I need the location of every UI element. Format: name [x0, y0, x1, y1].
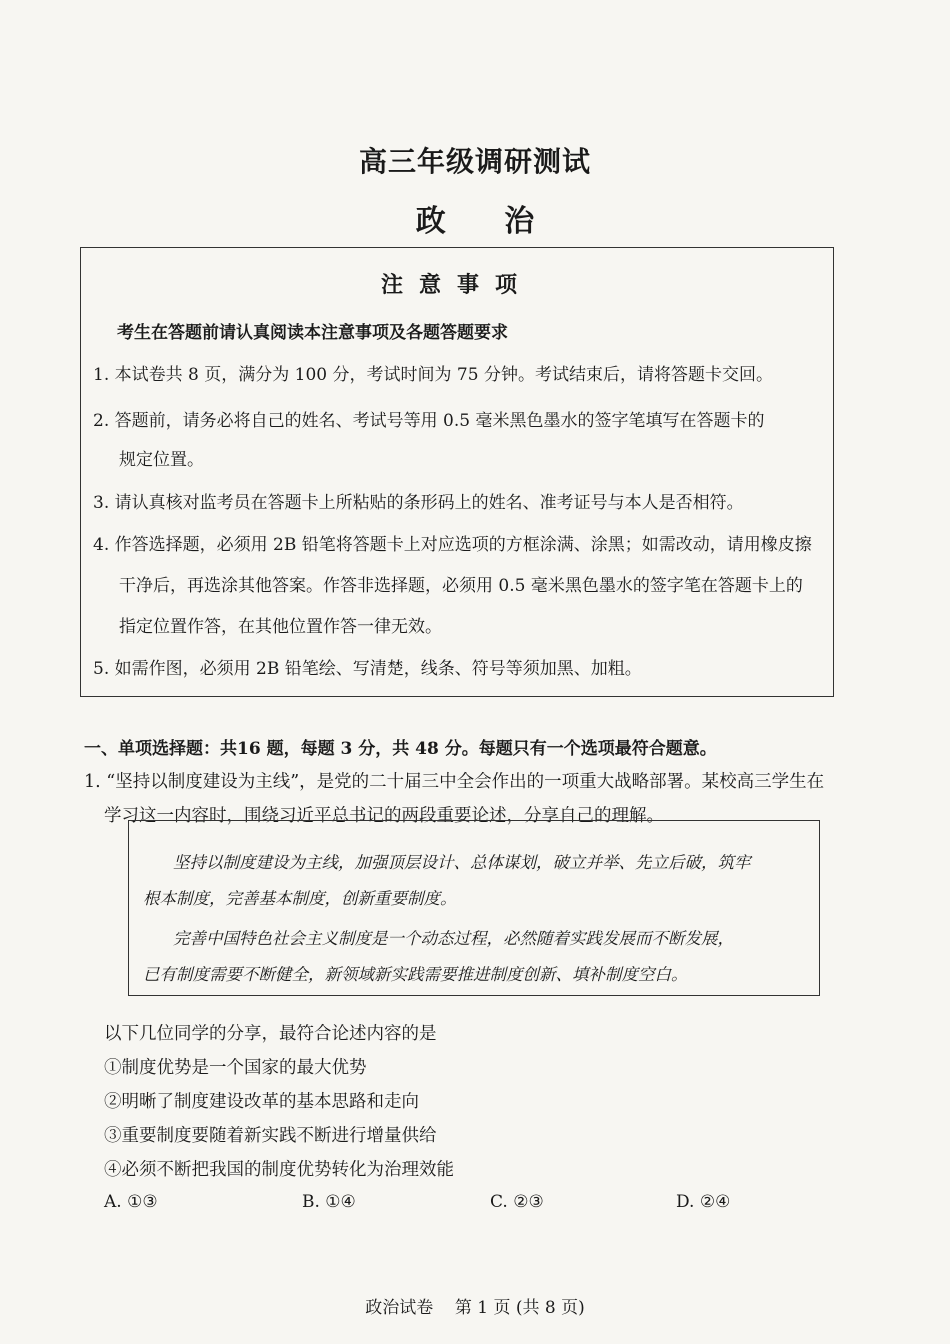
section-heading: 一、单项选择题：共16 题，每题 3 分，共 48 分。每题只有一个选项最符合题意。: [84, 739, 717, 759]
option-a: A. ①③: [104, 1192, 158, 1212]
notice-item: 1. 本试卷共 8 页，满分为 100 分，考试时间为 75 分钟。考试结束后，请将答题卡交回。: [93, 365, 773, 385]
option-d: D. ②④: [676, 1192, 731, 1212]
question-prompt: 以下几位同学的分享，最符合论述内容的是: [104, 1024, 437, 1044]
notice-item: 5. 如需作图，必须用 2B 铅笔绘、写清楚，线条、符号等须加黑、加粗。: [93, 659, 642, 679]
statement-item: ③重要制度要随着新实践不断进行增量供给: [104, 1126, 437, 1146]
notice-item: 4. 作答选择题，必须用 2B 铅笔将答题卡上对应选项的方框涂满、涂黑；如需改动，请用橡皮擦: [93, 535, 812, 555]
subject-title: 政 治: [415, 204, 559, 239]
notice-heading: 注意事项: [380, 272, 533, 298]
question-stem: 学习这一内容时，围绕习近平总书记的两段重要论述，分享自己的理解。: [104, 806, 664, 826]
question-stem: 1. “坚持以制度建设为主线”，是党的二十届三中全会作出的一项重大战略部署。某校高三学生在: [84, 772, 825, 792]
option-b: B. ①④: [302, 1192, 356, 1212]
quote-box: [128, 820, 820, 996]
quote-line: 根本制度，完善基本制度，创新重要制度。: [143, 889, 457, 908]
notice-item: 2. 答题前，请务必将自己的姓名、考试号等用 0.5 毫米黑色墨水的签字笔填写在答题卡的: [93, 411, 765, 431]
quote-line: 完善中国特色社会主义制度是一个动态过程，必然随着实践发展而不断发展，: [173, 929, 734, 948]
statement-item: ②明晰了制度建设改革的基本思路和走向: [104, 1092, 419, 1112]
exam-title: 高三年级调研测试: [358, 145, 591, 178]
option-c: C. ②③: [490, 1192, 544, 1212]
page-footer: 政治试卷 第 1 页 (共 8 页): [365, 1298, 585, 1318]
statement-item: ④必须不断把我国的制度优势转化为治理效能: [104, 1160, 454, 1180]
notice-subheading: 考生在答题前请认真阅读本注意事项及各题答题要求: [117, 323, 508, 343]
notice-item: 规定位置。: [119, 450, 204, 470]
notice-box: [80, 247, 834, 697]
statement-item: ①制度优势是一个国家的最大优势: [104, 1058, 367, 1078]
quote-line: 已有制度需要不断健全，新领域新实践需要推进制度创新、填补制度空白。: [143, 965, 688, 984]
quote-line: 坚持以制度建设为主线，加强顶层设计、总体谋划，破立并举、先立后破，筑牢: [173, 853, 751, 872]
notice-item: 干净后，再选涂其他答案。作答非选择题，必须用 0.5 毫米黑色墨水的签字笔在答题卡上的: [119, 576, 803, 596]
notice-item: 指定位置作答，在其他位置作答一律无效。: [119, 617, 442, 637]
notice-item: 3. 请认真核对监考员在答题卡上所粘贴的条形码上的姓名、准考证号与本人是否相符。: [93, 493, 744, 513]
